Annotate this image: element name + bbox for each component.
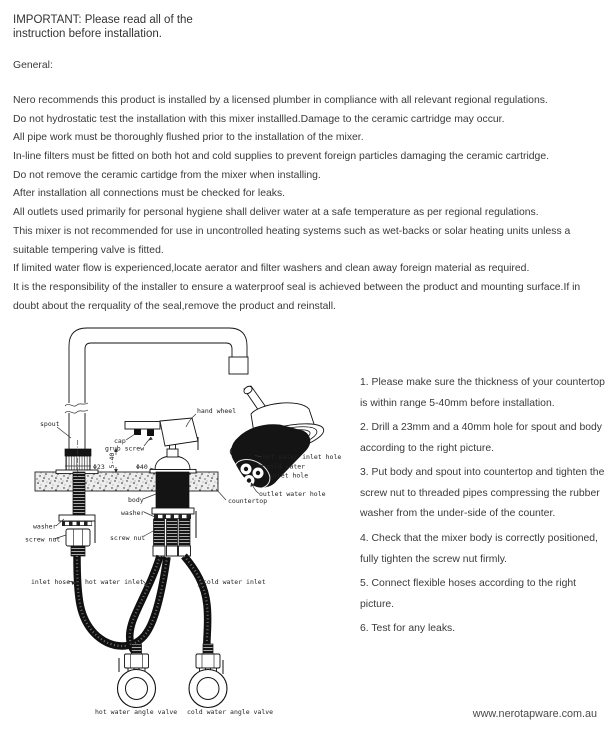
washer-mid-label: washer — [121, 509, 145, 517]
step-line: according to the right picture. — [360, 442, 494, 454]
title-line-2: instruction before installation. — [13, 27, 162, 40]
paragraph-line: doubt about the rerquality of the seal,remove the product and reinstall. — [13, 300, 336, 312]
countertop-label: countertop — [228, 497, 268, 505]
countertop-cross-section — [35, 472, 218, 491]
paragraph-line: All outlets used primarily for personal hygiene shall deliver water at a safe temperature as per regional regulations. — [13, 207, 539, 219]
installation-diagram — [20, 318, 350, 730]
cold-angle-valve-label: cold water angle valve — [187, 708, 274, 716]
hot-water-inlet-label: hot water inlet — [85, 578, 144, 586]
step-line: 4. Check that the mixer body is correctly positioned, — [360, 533, 598, 545]
washer-left-label: washer — [33, 522, 57, 531]
screw-nut-left-label: screw nut — [25, 535, 61, 544]
thickness-dimension-label: 5-40 — [108, 452, 116, 469]
step-4 — [360, 529, 610, 570]
screw-nut-mid-label: screw nut — [110, 534, 146, 542]
flexible-hoses — [77, 556, 208, 652]
cold-inlet-hole-label-2: inlet hole — [269, 471, 309, 480]
grub-screw-part — [147, 430, 154, 437]
spout-label: spout — [40, 420, 60, 428]
title-line-1: IMPORTANT: Please read all of the — [13, 14, 193, 26]
installation-steps — [360, 373, 610, 644]
step-2 — [360, 418, 610, 459]
hand-wheel-lever — [125, 422, 160, 430]
diameter-40-label: Φ40 — [136, 463, 148, 471]
step-line: fully tighten the screw nut firmly. — [360, 553, 508, 565]
grub-screw-label: grub screw — [105, 444, 145, 453]
website-url: www.nerotapware.com.au — [472, 708, 597, 720]
outlet-hole-label: outlet water hole — [259, 490, 326, 498]
paragraph-line: It is the responsibility of the installer to ensure a waterproof seal is achieved between the product and mounting surface.If in — [13, 281, 581, 293]
spout-assembly — [56, 328, 248, 556]
paragraph-line: Nero recommends this product is installed by a licensed plumber in compliance with all relevant regional regulations. — [13, 95, 548, 106]
cap-label: cap — [114, 437, 126, 445]
paragraph-line: If limited water flow is experienced,locate aerator and filter washers and clean away foreign material as required. — [13, 263, 530, 275]
step-line: screw nut to threaded pipes compressing the rubber — [360, 487, 600, 499]
paragraph-line: In-line filters must be fitted on both hot and cold supplies to prevent foreign particles damaging the ceramic cartridge. — [13, 151, 549, 163]
step-line: 2. Drill a 23mm and a 40mm hole for spout and body — [360, 422, 602, 434]
step-line: picture. — [360, 598, 395, 610]
step-line: 3. Put body and spout into countertop and tighten the — [360, 467, 605, 479]
body-label: body — [128, 496, 144, 504]
step-line: 1. Please make sure the thickness of your countertop — [360, 377, 605, 388]
step-1 — [360, 373, 610, 414]
paragraph-line: suitable tempering valve is fitted. — [13, 244, 164, 256]
cold-angle-valve — [189, 644, 227, 708]
paragraph-line: This mixer is not recommended for use in uncontrolled heating systems such as wet-backs or solar heating units unless a — [13, 225, 571, 237]
diameter-23-label: Φ23 — [93, 463, 105, 471]
general-heading: General: — [13, 60, 53, 71]
hot-angle-valve-label: hot water angle valve — [95, 708, 178, 716]
hot-angle-valve — [118, 644, 156, 708]
step-5 — [360, 574, 610, 615]
hot-inlet-hole-label: hot water inlet hole — [263, 453, 342, 461]
step-line: 5. Connect flexible hoses according to the right — [360, 578, 577, 590]
paragraph-line: All pipe work must be thoroughly flushed prior to the installation of the mixer. — [13, 132, 364, 144]
step-line: 6. Test for any leaks. — [360, 623, 456, 635]
spout-screw-nut — [66, 529, 90, 546]
cold-water-inlet-label: cold water inlet — [203, 578, 266, 586]
paragraph-line: Do not hydrostatic test the installation with this mixer installled.Damage to the ceramic cartridge may occur. — [13, 113, 505, 125]
general-paragraphs — [13, 92, 580, 316]
step-6 — [360, 619, 610, 640]
step-3 — [360, 463, 610, 525]
mixer-dome — [155, 456, 190, 469]
paragraph-line: After installation all connections must be checked for leaks. — [13, 188, 286, 200]
step-line: washer from the under-side of the counter. — [360, 508, 556, 520]
spout-nozzle — [229, 357, 248, 374]
inlet-hose-label: inlet hose — [31, 578, 71, 586]
hand-wheel-label: hand wheel — [197, 407, 237, 415]
paragraph-line: Do not remove the ceramic cartidge from the mixer when installing. — [13, 169, 321, 181]
page-title — [13, 14, 193, 41]
hand-wheel-hub — [160, 418, 198, 446]
cold-inlet-hole-label-1: cold water — [266, 462, 306, 471]
step-line: is within range 5-40mm before installation. — [360, 397, 555, 409]
